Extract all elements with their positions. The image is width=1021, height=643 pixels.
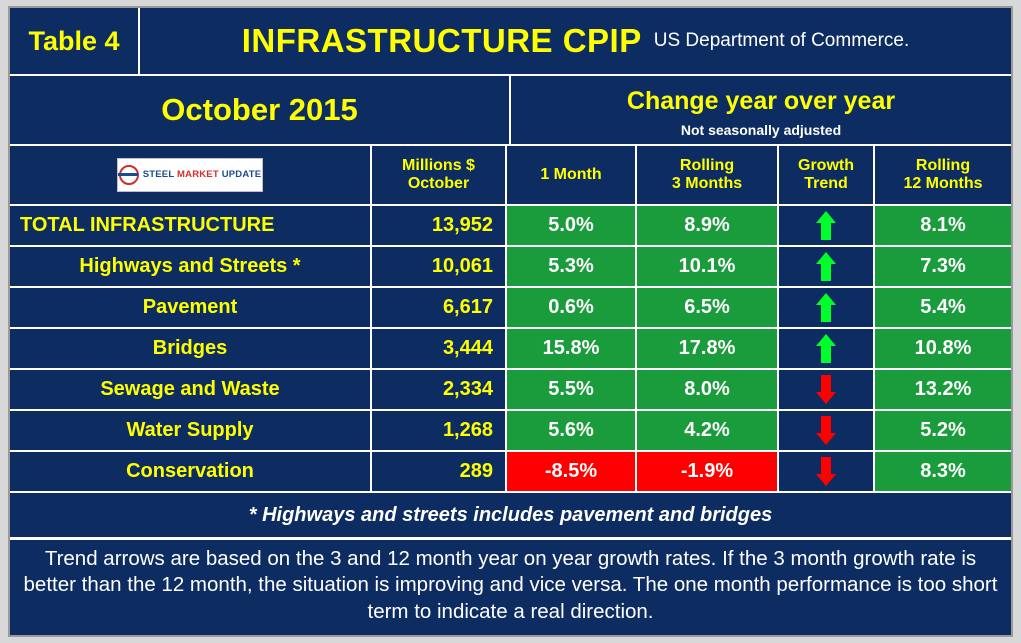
- adjustment-note: Not seasonally adjusted: [680, 121, 842, 138]
- column-header-rolling3: [637, 146, 779, 204]
- arrow-down-icon: [820, 457, 833, 486]
- row-trend: [779, 411, 875, 450]
- logo-word-1: STEEL: [142, 168, 175, 180]
- table-row: [10, 206, 1011, 247]
- row-value: 1,268: [372, 411, 507, 450]
- row-label: Sewage and Waste: [10, 370, 372, 409]
- row-1month: 5.6%: [507, 411, 637, 450]
- column-header-value: [372, 146, 507, 204]
- table-row: [10, 452, 1011, 493]
- title-row: [10, 8, 1011, 76]
- row-label: Highways and Streets *: [10, 247, 372, 286]
- logo-mark-icon: [119, 165, 139, 185]
- logo-word-2: MARKET: [177, 168, 219, 180]
- row-trend: [779, 206, 875, 245]
- row-trend: [779, 370, 875, 409]
- arrow-up-icon: [820, 211, 833, 240]
- column-header-rolling3-line2: 3 Months: [671, 175, 743, 192]
- row-label: TOTAL INFRASTRUCTURE: [10, 206, 372, 245]
- row-value: 6,617: [372, 288, 507, 327]
- title-source: US Department of Commerce.: [653, 30, 910, 51]
- row-rolling12: 5.2%: [875, 411, 1011, 450]
- row-trend: [779, 329, 875, 368]
- footnote-row: [10, 493, 1011, 540]
- arrow-down-icon: [820, 375, 833, 404]
- row-value: 289: [372, 452, 507, 491]
- row-rolling12: 5.4%: [875, 288, 1011, 327]
- row-trend: [779, 452, 875, 491]
- row-1month: 0.6%: [507, 288, 637, 327]
- row-value: 13,952: [372, 206, 507, 245]
- row-rolling12: 8.3%: [875, 452, 1011, 491]
- row-rolling12: 13.2%: [875, 370, 1011, 409]
- row-rolling3: -1.9%: [637, 452, 779, 491]
- table-row: [10, 247, 1011, 288]
- table-row: [10, 288, 1011, 329]
- table-sheet: [8, 6, 1013, 637]
- column-header-value-line2: October: [407, 175, 470, 192]
- row-rolling3: 4.2%: [637, 411, 779, 450]
- row-rolling3: 17.8%: [637, 329, 779, 368]
- arrow-up-icon: [820, 334, 833, 363]
- row-label: Water Supply: [10, 411, 372, 450]
- column-header-name: [10, 146, 372, 204]
- arrow-up-icon: [820, 252, 833, 281]
- change-header-group: [511, 76, 1011, 144]
- change-header: Change year over year: [626, 86, 896, 115]
- row-rolling12: 10.8%: [875, 329, 1011, 368]
- row-label: Conservation: [10, 452, 372, 491]
- arrow-up-icon: [820, 293, 833, 322]
- column-header-rolling12-line1: Rolling: [915, 157, 971, 175]
- row-1month: 5.5%: [507, 370, 637, 409]
- row-value: 3,444: [372, 329, 507, 368]
- row-rolling12: 7.3%: [875, 247, 1011, 286]
- row-1month: 5.0%: [507, 206, 637, 245]
- page-title: INFRASTRUCTURE CPIP: [241, 22, 642, 59]
- row-1month: -8.5%: [507, 452, 637, 491]
- row-trend: [779, 288, 875, 327]
- column-header-row: [10, 146, 1011, 206]
- period-row: [10, 76, 1011, 146]
- note-text: Trend arrows are based on the 3 and 12 month year on year growth rates. If the 3 month growth rate is better than the 12 month, the situation is improving and vice versa. The one month performance is too short term to indicate a real direction.: [23, 547, 998, 623]
- title-main: [140, 8, 1011, 74]
- row-label: Pavement: [10, 288, 372, 327]
- row-rolling3: 10.1%: [637, 247, 779, 286]
- arrow-down-icon: [820, 416, 833, 445]
- table-row: [10, 370, 1011, 411]
- row-value: 2,334: [372, 370, 507, 409]
- row-rolling12: 8.1%: [875, 206, 1011, 245]
- row-1month: 15.8%: [507, 329, 637, 368]
- row-rolling3: 8.0%: [637, 370, 779, 409]
- row-value: 10,061: [372, 247, 507, 286]
- column-header-rolling3-line1: Rolling: [679, 157, 735, 175]
- column-header-rolling12: [875, 146, 1011, 204]
- row-rolling3: 6.5%: [637, 288, 779, 327]
- row-1month: 5.3%: [507, 247, 637, 286]
- row-label: Bridges: [10, 329, 372, 368]
- row-trend: [779, 247, 875, 286]
- table-row: [10, 411, 1011, 452]
- column-header-trend: [779, 146, 875, 204]
- footnote-text: * Highways and streets includes pavement and bridges: [248, 503, 773, 526]
- period-label: October 2015: [10, 76, 511, 144]
- note-block: [10, 540, 1011, 635]
- column-header-rolling12-line2: 12 Months: [903, 175, 983, 192]
- table-number: Table 4: [10, 8, 140, 74]
- steel-market-update-logo: [117, 158, 263, 192]
- column-header-trend-line1: Growth: [798, 157, 854, 175]
- column-header-1month: 1 Month: [507, 146, 637, 204]
- table-row: [10, 329, 1011, 370]
- column-header-value-line1: Millions $: [402, 157, 475, 175]
- logo-word-3: UPDATE: [221, 168, 262, 180]
- column-header-trend-line2: Trend: [804, 175, 848, 192]
- row-rolling3: 8.9%: [637, 206, 779, 245]
